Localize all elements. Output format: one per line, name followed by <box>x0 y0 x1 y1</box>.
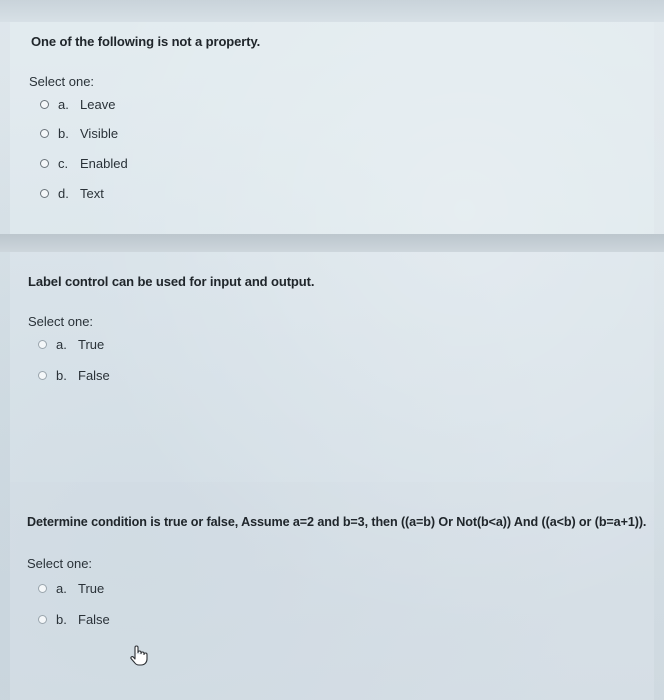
option-label: False <box>78 611 110 627</box>
top-strip <box>0 0 664 22</box>
question-1-option-b[interactable] <box>40 123 118 143</box>
question-2 <box>10 252 654 482</box>
question-3-prompt: Select one: <box>27 556 93 571</box>
radio-button-icon[interactable] <box>38 371 47 380</box>
option-letter: d. <box>58 185 69 201</box>
question-1-option-d[interactable] <box>40 183 104 203</box>
question-1 <box>10 22 654 234</box>
option-label: Visible <box>80 125 119 141</box>
option-letter: b. <box>58 125 69 141</box>
question-divider <box>0 234 664 252</box>
question-3-option-b[interactable] <box>38 609 110 629</box>
option-letter: a. <box>58 96 69 112</box>
radio-button-icon[interactable] <box>38 340 47 349</box>
option-label: False <box>78 367 110 383</box>
radio-button-icon[interactable] <box>40 129 49 138</box>
question-2-option-b[interactable] <box>38 365 110 385</box>
question-2-option-a[interactable] <box>38 334 104 354</box>
option-letter: a. <box>56 580 67 596</box>
question-3-option-a[interactable] <box>38 578 104 598</box>
question-3-text: Determine condition is true or false, Assume a=2 and b=3, then ((a=b) Or Not(b<a)) And ((a<b) or (b=a+1)). <box>27 515 647 529</box>
option-letter: c. <box>58 155 69 171</box>
radio-button-icon[interactable] <box>40 100 49 109</box>
option-label: Leave <box>80 96 116 112</box>
option-label: True <box>78 336 105 352</box>
question-2-text: Label control can be used for input and output. <box>28 274 315 289</box>
option-letter: b. <box>56 367 67 383</box>
question-1-text: One of the following is not a property. <box>31 34 261 49</box>
option-letter: a. <box>56 336 67 352</box>
option-label: Enabled <box>80 155 128 171</box>
question-1-prompt: Select one: <box>29 74 95 89</box>
option-letter: b. <box>56 611 67 627</box>
question-2-prompt: Select one: <box>28 314 94 329</box>
question-3 <box>10 482 654 700</box>
option-label: True <box>78 580 105 596</box>
question-1-option-a[interactable] <box>40 94 115 114</box>
question-1-option-c[interactable] <box>40 153 128 173</box>
radio-button-icon[interactable] <box>38 615 47 624</box>
option-label: Text <box>80 185 104 201</box>
radio-button-icon[interactable] <box>40 159 49 168</box>
radio-button-icon[interactable] <box>38 584 47 593</box>
radio-button-icon[interactable] <box>40 189 49 198</box>
hand-pointer-icon <box>129 644 149 666</box>
